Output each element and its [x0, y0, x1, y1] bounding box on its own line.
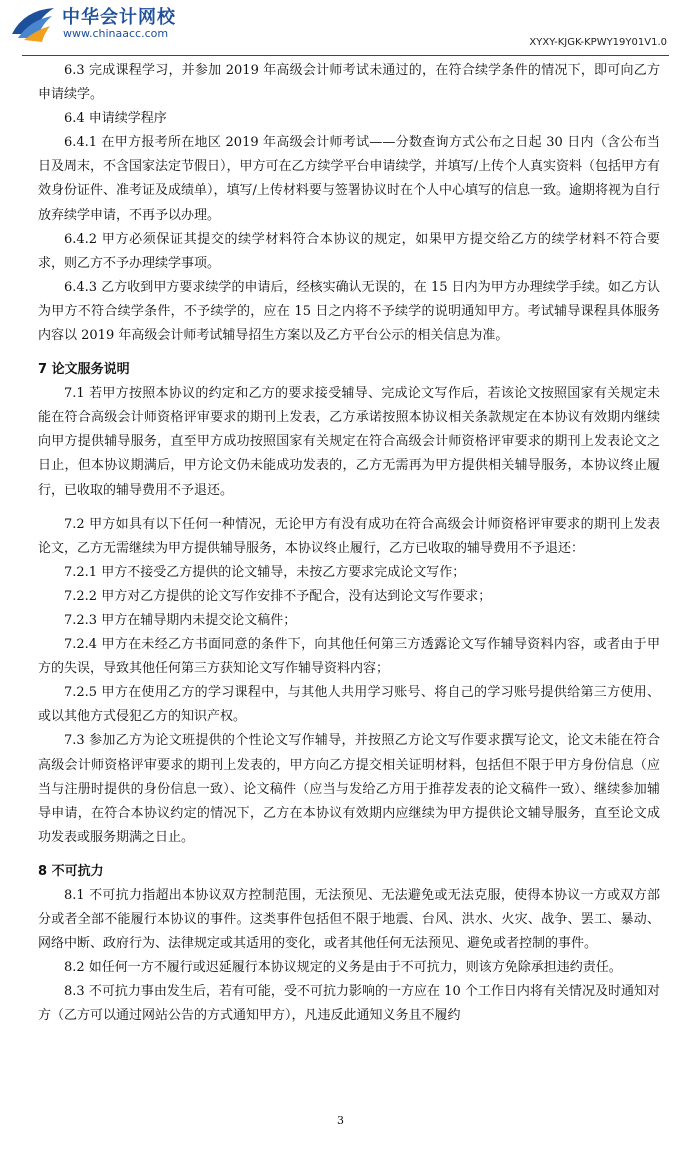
clause-7-2-3: 7.2.3 甲方在辅导期内未提交论文稿件； — [64, 612, 297, 628]
chinaacc-logo-icon — [8, 4, 60, 44]
page-number: 3 — [337, 1114, 344, 1127]
logo-url: www.chinaacc.com — [63, 27, 169, 40]
clause-8-2: 8.2 如任何一方不履行或迟延履行本协议规定的义务是由于不可抗力，则该方免除承担违约责任。 — [64, 960, 622, 976]
clause-6-4-1: 6.4.1 在甲方报考所在地区 2019 年高级会计师考试——分数查询方式公布之日起 30 日内（含公布当日及周末，不含国家法定节假日），甲方可在乙方续学平台申请续学，并填写/上传个人真实资料（包括甲方有效身份证件、准考证及成绩单），填写/上传材料要与签署协议时在个人中心填写的信息一致。逾期将视为自行放弃续学申请，不再予以办理。 — [38, 135, 660, 223]
clause-7-1: 7.1 若甲方按照本协议的约定和乙方的要求接受辅导、完成论文写作后，若该论文按照国家有关规定未能在符合高级会计师资格评审要求的期刊上发表，乙方承诺按照本协议相关条款规定在本协议有效期内继续向甲方提供辅导服务，直至甲方成功按照国家有关规定在符合高级会计师资格评审要求的期刊上发表论文之日止，但本协议期满后，甲方论文仍未能成功发表的，乙方无需再为甲方提供相关辅导服务，本协议终止履行，已收取的辅导费用不予退还。 — [38, 386, 660, 498]
document-body — [38, 59, 660, 1028]
clause-8-1: 8.1 不可抗力指超出本协议双方控制范围，无法预见、无法避免或无法克服，使得本协议一方或双方部分或者全部不能履行本协议的事件。这类事件包括但不限于地震、台风、洪水、火灾、战争、罢工、暴动、网络中断、政府行为、法律规定或其适用的变化，或者其他任何无法预见、避免或者控制的事件。 — [38, 887, 660, 952]
clause-8-3: 8.3 不可抗力事由发生后，若有可能，受不可抗力影响的一方应在 10 个工作日内将有关情况及时通知对方（乙方可以通过网站公告的方式通知甲方），凡违反此通知义务且不履约 — [38, 984, 660, 1024]
clause-6-4: 6.4 申请续学程序 — [64, 111, 167, 127]
clause-7-2-1: 7.2.1 甲方不接受乙方提供的论文辅导，未按乙方要求完成论文写作； — [64, 564, 466, 580]
logo-name: 中华会计网校 — [62, 7, 176, 28]
clause-7-2-4: 7.2.4 甲方在未经乙方书面同意的条件下，向其他任何第三方透露论文写作辅导资料内容，或者由于甲方的失误，导致其他任何第三方获知论文写作辅导资料内容； — [38, 637, 660, 677]
clause-6-4-3: 6.4.3 乙方收到甲方要求续学的申请后，经核实确认无误的，在 15 日内为甲方办理续学手续。如乙方认为甲方不符合续学条件，不予续学的，应在 15 日之内将不予续学的说明通知甲方。考试辅导课程具体服务内容以 2019 年高级会计师考试辅导招生方案以及乙方平台公示的相关信息为准。 — [38, 279, 660, 344]
clause-7-2-5: 7.2.5 甲方在使用乙方的学习课程中，与其他人共用学习账号、将自己的学习账号提供给第三方使用、或以其他方式侵犯乙方的知识产权。 — [38, 685, 660, 725]
clause-6-3: 6.3 完成课程学习，并参加 2019 年高级会计师考试未通过的，在符合续学条件的情况下，即可向乙方申请续学。 — [38, 63, 660, 103]
clause-7-2-2: 7.2.2 甲方对乙方提供的论文写作安排不予配合，没有达到论文写作要求； — [64, 588, 492, 604]
document-code: XYXY-KJGK-KPWY19Y01V1.0 — [529, 37, 667, 48]
section-heading-8: 8 不可抗力 — [38, 863, 104, 879]
header-divider — [22, 55, 669, 56]
page-header — [0, 0, 681, 60]
clause-7-2: 7.2 甲方如具有以下任何一种情况，无论甲方有没有成功在符合高级会计师资格评审要求的期刊上发表论文，乙方无需继续为甲方提供辅导服务，本协议终止履行，乙方已收取的辅导费用不予退还： — [38, 516, 660, 556]
clause-6-4-2: 6.4.2 甲方必须保证其提交的续学材料符合本协议的规定，如果甲方提交给乙方的续学材料不符合要求，则乙方不予办理续学事项。 — [38, 231, 660, 271]
section-heading-7: 7 论文服务说明 — [38, 362, 130, 378]
clause-7-3: 7.3 参加乙方为论文班提供的个性论文写作辅导，并按照乙方论文写作要求撰写论文，论文未能在符合高级会计师资格评审要求的期刊上发表的，甲方向乙方提交相关证明材料，包括但不限于甲方身份信息（应当与注册时提供的身份信息一致）、论文稿件（应当与发给乙方用于推荐发表的论文稿件一致）、继续参加辅导申请，在符合本协议约定的情况下，乙方在本协议有效期内应继续为甲方提供论文辅导服务，直至论文成功发表或服务期满之日止。 — [38, 733, 660, 845]
